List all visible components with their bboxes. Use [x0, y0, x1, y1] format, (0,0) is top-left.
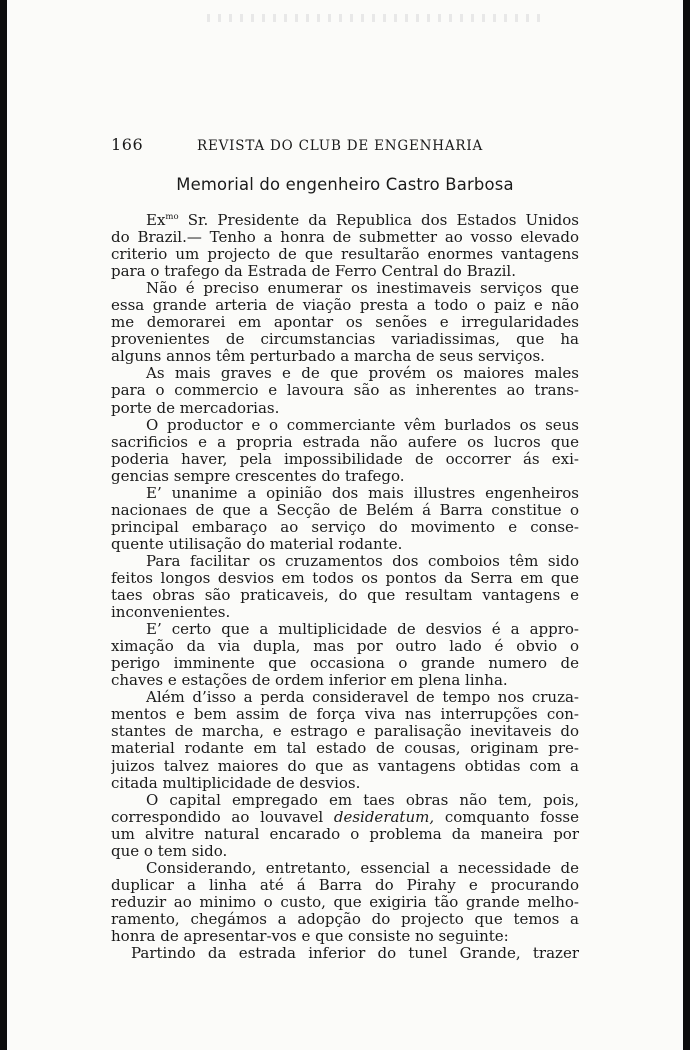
- text-line: [111, 655, 579, 672]
- text-line: [111, 894, 579, 911]
- article-body: [111, 209, 579, 962]
- text-line-content: Considerando, entretanto, essencial a necessidade de: [146, 859, 579, 877]
- text-line-content: alguns annos têm perturbado a marcha de seus serviços.: [111, 348, 545, 366]
- text-line: [111, 587, 579, 604]
- text-line-content: Além d’isso a perda consideravel de tempo nos cruza-: [146, 689, 579, 707]
- text-line: [111, 723, 579, 740]
- article-title: Memorial do engenheiro Castro Barbosa: [176, 175, 514, 194]
- text-line-content: me demorarei em apontar os senões e irregularidades: [111, 314, 579, 332]
- text-line-content: quente utilisação do material rodante.: [111, 535, 403, 553]
- text-line: [111, 689, 579, 706]
- text-line-content: O productor e o commerciante vêm burlados os seus: [146, 416, 579, 434]
- text-line: [111, 229, 579, 246]
- text-line: [111, 604, 579, 621]
- text-line-content: um alvitre natural encarado o problema da maneira por: [111, 825, 579, 843]
- italic-term: desideratum,: [333, 808, 435, 826]
- text-line-content: principal embaraço ao serviço do movimento e conse-: [111, 518, 579, 536]
- text-line: [111, 877, 579, 894]
- text-line: [111, 434, 579, 451]
- text-line: [111, 382, 579, 399]
- text-line-content: E’ unanime a opinião dos mais illustres engenheiros: [146, 484, 579, 502]
- text-line: [111, 280, 579, 297]
- text-line: [111, 297, 579, 314]
- text-line-content: Partindo da estrada inferior do tunel Grande, trazer: [131, 945, 579, 963]
- text-line-content: perigo imminente que occasiona o grande numero de: [111, 655, 579, 673]
- text-line: [111, 314, 579, 331]
- text-line: [111, 843, 579, 860]
- text-line-continuation: Sr. Presidente da Republica dos Estados Unidos: [178, 211, 579, 229]
- text-line-content: para o trafego da Estrada de Ferro Central do Brazil.: [111, 263, 516, 281]
- page-header: [111, 135, 579, 154]
- text-line: [111, 758, 579, 775]
- text-line: [111, 331, 579, 348]
- text-line: [111, 468, 579, 485]
- text-line-content: honra de apresentar-vos e que consiste no seguinte:: [111, 927, 509, 945]
- text-line: [111, 348, 579, 365]
- text-line-content: reduzir ao minimo o custo, que exigiria tão grande melho-: [111, 893, 579, 911]
- text-line: [111, 553, 579, 570]
- text-line-content: O capital empregado em taes obras não tem, pois,: [146, 791, 579, 809]
- text-line: [111, 570, 579, 587]
- text-line-content: do Brazil.— Tenho a honra de submetter ao vosso elevado: [111, 229, 579, 247]
- text-line-content: provenientes de circumstancias variadissimas, que ha: [111, 331, 579, 349]
- page-number: 166: [111, 135, 144, 154]
- text-line: [111, 928, 579, 945]
- text-line-content: ximação da via dupla, mas por outro lado é obvio o: [111, 638, 579, 656]
- scan-artifact: [207, 14, 547, 22]
- text-line-content: duplicar a linha até á Barra do Pirahy e procurando: [111, 876, 579, 894]
- text-line-content: ramento, chegámos a adopção do projecto que temos a: [111, 910, 579, 928]
- text-line: [111, 638, 579, 655]
- text-line-content: sacrificios e a propria estrada não aufere os lucros que: [111, 433, 579, 451]
- text-line-content: juizos talvez maiores do que as vantagens obtidas com a: [111, 757, 579, 775]
- text-line: [111, 263, 579, 280]
- running-title: REVISTA DO CLUB DE ENGENHARIA: [197, 138, 484, 154]
- text-line: [111, 400, 579, 417]
- text-line: [111, 519, 579, 536]
- text-line: [111, 775, 579, 792]
- text-line: [111, 826, 579, 843]
- text-line: [111, 911, 579, 928]
- text-line-content: que o tem sido.: [111, 842, 228, 860]
- text-line-content: criterio um projecto de que resultarão enormes vantagens: [111, 246, 579, 264]
- text-line-content: nacionaes de que a Secção de Belém á Barra constitue o: [111, 501, 579, 519]
- text-line: [111, 740, 579, 757]
- text-line: [111, 417, 579, 434]
- text-line-content: inconvenientes.: [111, 604, 231, 622]
- text-line: [111, 536, 579, 553]
- text-line-content: gencias sempre crescentes do trafego.: [111, 467, 405, 485]
- text-line: [111, 706, 579, 723]
- text-line: [111, 809, 579, 826]
- text-line-content: material rodante em tal estado de cousas, originam pre-: [111, 740, 579, 758]
- text-line-content: para o commercio e lavoura são as inherentes ao trans-: [111, 382, 579, 400]
- text-line-content: chaves e estações de ordem inferior em plena linha.: [111, 672, 508, 690]
- text-line: [111, 502, 579, 519]
- text-line: [111, 792, 579, 809]
- text-line: [111, 365, 579, 382]
- text-line: [111, 209, 579, 229]
- text-line-content: stantes de marcha, e estrago e paralisação inevitaveis do: [111, 723, 579, 741]
- text-line-content: poderia haver, pela impossibilidade de occorrer ás exi-: [111, 450, 579, 468]
- text-line-content: As mais graves e de que provém os maiores males: [146, 365, 579, 383]
- text-line-content: porte de mercadorias.: [111, 399, 280, 417]
- text-line: [111, 451, 579, 468]
- text-line-continuation: comquanto fosse: [434, 808, 579, 826]
- superscript-abbreviation: mo: [165, 212, 179, 222]
- text-line-content: E’ certo que a multiplicidade de desvios é a appro-: [146, 621, 579, 639]
- text-line: [111, 621, 579, 638]
- text-line-content: correspondido ao louvavel: [111, 808, 334, 826]
- text-line-content: Não é preciso enumerar os inestimaveis serviços que: [146, 280, 579, 298]
- text-line-content: essa grande arteria de viação presta a todo o paiz e não: [111, 297, 579, 315]
- text-line-content: feitos longos desvios em todos os pontos da Serra em que: [111, 569, 579, 587]
- text-line: [111, 860, 579, 877]
- text-line: [111, 945, 579, 962]
- text-line-content: mentos e bem assim de força viva nas interrupções con-: [111, 706, 579, 724]
- text-line-content: taes obras são praticaveis, do que resultam vantagens e: [111, 587, 579, 605]
- text-line: [111, 672, 579, 689]
- text-line: [111, 485, 579, 502]
- text-line-content: citada multiplicidade de desvios.: [111, 774, 361, 792]
- text-line-content: Para facilitar os cruzamentos dos comboios têm sido: [146, 552, 579, 570]
- text-line-content: Ex: [146, 211, 166, 229]
- text-line: [111, 246, 579, 263]
